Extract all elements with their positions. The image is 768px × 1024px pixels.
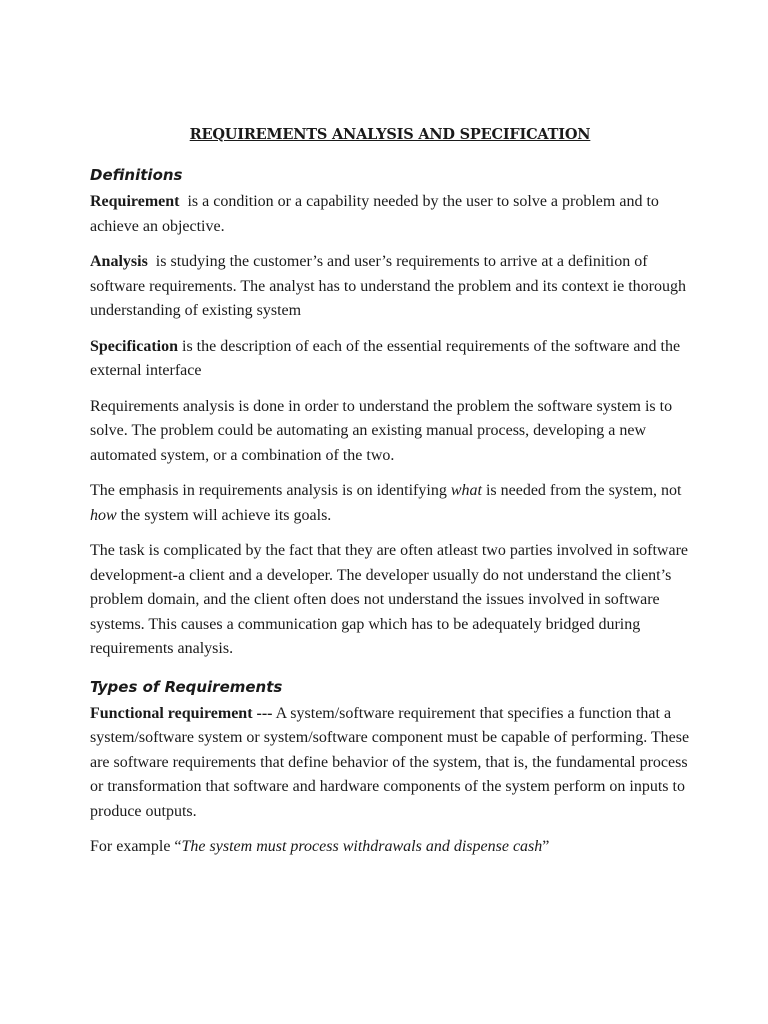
term-specification: Specification (90, 337, 178, 355)
example-suffix: ” (542, 838, 550, 855)
term-functional-requirement: Functional requirement --- (90, 704, 273, 722)
term-analysis: Analysis (90, 253, 148, 270)
definition-functional-requirement (90, 702, 690, 825)
document-title: REQUIREMENTS ANALYSIS AND SPECIFICATION (189, 126, 591, 143)
definition-requirement-text: is a condition or a capability needed by the user to solve a problem and to achieve an objective. (90, 193, 663, 235)
example-quote: The system must process withdrawals and dispense cash (181, 838, 543, 855)
definition-specification-text: is the description of each of the essential requirements of the software and the external interface (90, 337, 681, 379)
definition-specification (90, 335, 690, 384)
emphasis-how: how (90, 506, 117, 524)
term-requirement: Requirement (90, 193, 180, 210)
paragraph-task: The task is complicated by the fact that they are often atleast two parties involved in software development-a client and a developer. The developer usually do not understand the client’s problem domain, and the client often does not understand the issues involved in software systems. This causes a communication gap which has to be adequately bridged during requirements analysis. (90, 542, 689, 657)
definition-analysis-text: is studying the customer’s and user’s requirements to arrive at a definition of software requirements. The analyst has to understand the problem and its context ie thorough understanding of existing system (90, 253, 690, 319)
definition-analysis (90, 250, 690, 324)
section-heading-definitions: Definitions (90, 166, 183, 184)
paragraph-emphasis (90, 479, 690, 528)
definition-functional-text: A system/software requirement that specifies a function that a system/software system or system/software component must be capable of performing. These are software requirements that define behavior of the system, that is, the fundamental process or transformation that software and hardware components of the system perform on inputs to produce outputs. (90, 704, 690, 820)
example-prefix: For example “ (90, 838, 182, 855)
document-body (90, 124, 690, 871)
emphasis-part1: The emphasis in requirements analysis is on identifying (90, 482, 451, 499)
emphasis-what: what (450, 482, 482, 499)
emphasis-part3: the system will achieve its goals. (116, 506, 332, 524)
paragraph-purpose: Requirements analysis is done in order to understand the problem the software system is to solve. The problem could be automating an existing manual process, developing a new automated system, or a combination of the two. (90, 397, 673, 464)
definition-requirement (90, 190, 690, 239)
section-heading-types: Types of Requirements (90, 677, 283, 696)
paragraph-example (90, 835, 690, 860)
emphasis-part2: is needed from the system, not (481, 482, 682, 499)
